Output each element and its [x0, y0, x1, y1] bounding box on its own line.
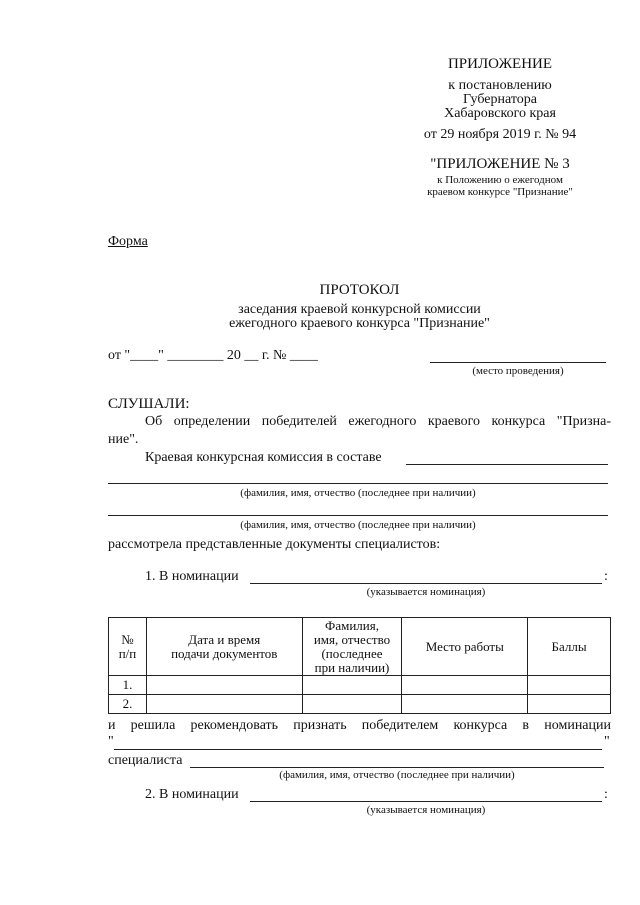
resolution-line-1: к постановлению	[448, 78, 552, 93]
header-fio-line-2: имя, отчество	[313, 631, 391, 647]
appendix3-line-2: краевом конкурсе "Признание"	[427, 186, 573, 198]
commission-member-line-1	[108, 483, 608, 484]
header-date-line-1: Дата и время	[188, 631, 261, 647]
header-score: Баллы	[528, 618, 611, 676]
nomination-2-label: 2. В номинации	[145, 787, 239, 802]
row-date-cell	[146, 695, 302, 714]
place-caption: (место проведения)	[472, 365, 564, 377]
nomination-caption-2: (указывается номинация)	[366, 804, 486, 816]
specialist-line	[190, 767, 604, 768]
appendix3-title: "ПРИЛОЖЕНИЕ № 3	[430, 156, 570, 172]
appendix3-line-1: к Положению о ежегодном	[437, 174, 563, 186]
header-date-line-2: подачи документов	[171, 645, 278, 661]
fio-caption-1: (фамилия, имя, отчество (последнее при наличии)	[240, 487, 476, 499]
row-fio-cell	[302, 676, 402, 695]
resolution-line-3: Хабаровского края	[444, 106, 556, 121]
row-workplace-cell	[402, 676, 528, 695]
header-fio-line-3: (последнее	[321, 645, 383, 661]
protocol-subtitle-1: заседания краевой конкурсной комиссии	[238, 302, 481, 317]
row-workplace-cell	[402, 695, 528, 714]
header-number	[109, 618, 147, 676]
resolution-line-2: Губернатора	[462, 92, 538, 107]
fio-caption-2: (фамилия, имя, отчество (последнее при наличии)	[240, 519, 476, 531]
nomination-2-line	[250, 801, 602, 802]
nomination-caption-1: (указывается номинация)	[366, 586, 486, 598]
fio-caption-3: (фамилия, имя, отчество (последнее при наличии)	[279, 769, 515, 781]
header-number-line-2: п/п	[118, 645, 137, 661]
header-workplace: Место работы	[402, 618, 528, 676]
row-score-cell	[528, 676, 611, 695]
header-fio-line-1: Фамилия,	[325, 617, 379, 633]
nomination-1-label: 1. В номинации	[145, 569, 239, 584]
header-full-name	[302, 618, 402, 676]
nomination-name-line	[114, 749, 602, 750]
nomination-2-colon: :	[604, 787, 608, 802]
heard-heading: СЛУШАЛИ:	[108, 396, 190, 412]
nomination-1-line	[250, 583, 602, 584]
nomination-1-colon: :	[604, 569, 608, 584]
open-quote: "	[108, 734, 114, 749]
commission-line	[406, 464, 608, 465]
candidates-table	[108, 617, 611, 714]
close-quote: "	[604, 734, 610, 749]
topic-line-1: Об определении победителей ежегодного краевого конкурса "Призна-	[145, 414, 611, 429]
header-fio-line-4: при наличии)	[314, 659, 390, 675]
protocol-date-line: от "____" ________ 20 __ г. № ____	[108, 348, 318, 363]
topic-line-2: ние".	[108, 432, 139, 447]
protocol-subtitle-2: ежегодного краевого конкурса "Признание"	[229, 316, 490, 331]
row-score-cell	[528, 695, 611, 714]
form-label: Форма	[108, 234, 148, 249]
specialist-label: специалиста	[108, 753, 183, 768]
place-line	[430, 362, 606, 363]
table-header-row	[109, 618, 611, 676]
row-date-cell	[146, 676, 302, 695]
reviewed-text: рассмотрела представленные документы специалистов:	[108, 537, 441, 552]
recommend-text: и решила рекомендовать признать победителем конкурса в номинации	[108, 718, 611, 733]
row-number: 1.	[109, 676, 147, 695]
header-submission-date	[146, 618, 302, 676]
protocol-title: ПРОТОКОЛ	[319, 282, 400, 298]
table-row	[109, 676, 611, 695]
commission-member-line-2	[108, 515, 608, 516]
table-row	[109, 695, 611, 714]
commission-text: Краевая конкурсная комиссия в составе	[145, 450, 382, 465]
resolution-date: от 29 ноября 2019 г. № 94	[423, 127, 577, 142]
row-fio-cell	[302, 695, 402, 714]
row-number: 2.	[109, 695, 147, 714]
header-number-line-1: №	[121, 631, 134, 647]
appendix-title: ПРИЛОЖЕНИЕ	[447, 56, 553, 72]
